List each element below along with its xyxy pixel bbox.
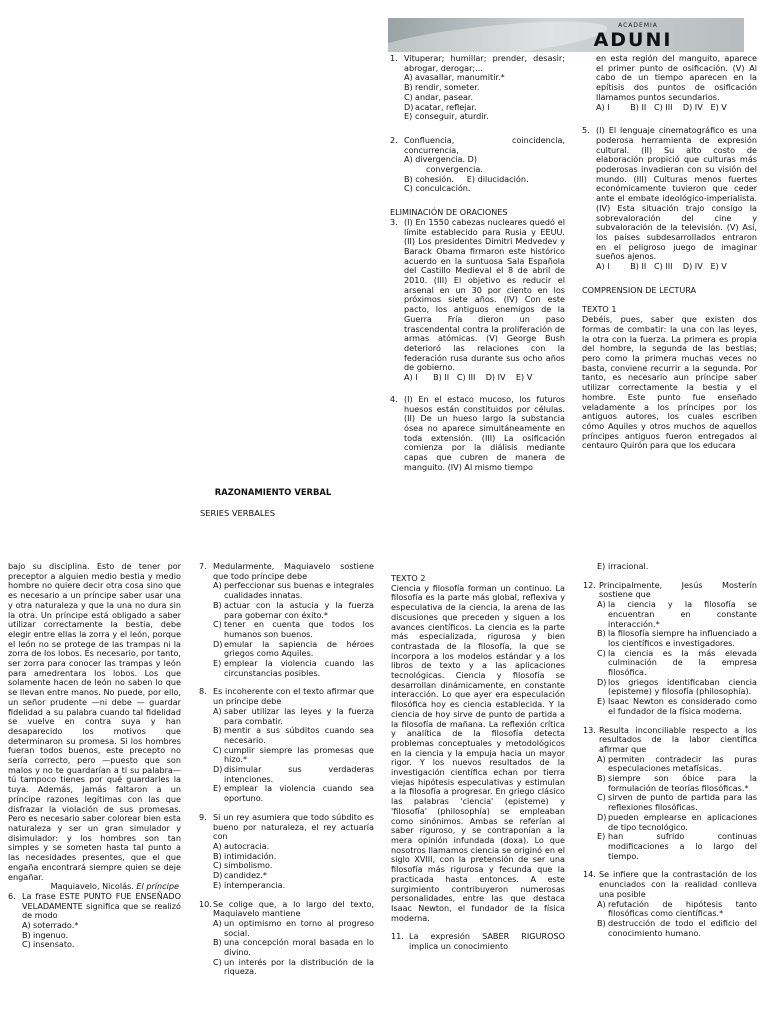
option-line: A) I B) II C) III D) IV E) V	[404, 372, 533, 383]
question-stem: (I) En 1550 cabezas nucleares quedó el límite establecido para Rusia y EEUU. (II) Los presidentes Dimitri Medvedev y Barack Obama firmaron este histórico acuerdo en la suntuosa Sala Española del Castillo Medieval el 8 de abril de 2010. (III) El objetivo es reducir el arsenal en un 30 por ciento en los próximos siete años. (IV) Con este pacto, los antiguos enemigos de la Guerra Fría dieron un paso trascendental contra la proliferación de armas atómicas. (V) George Bush deterioró las relaciones con la federación rusa durante sus ocho años de gobierno.	[404, 216, 565, 373]
option-letter: E)	[597, 831, 606, 842]
question-3	[390, 218, 565, 383]
question-5	[582, 126, 757, 272]
question-stem: Se colige que, a lo largo del texto, Maquiavelo mantiene	[213, 898, 374, 919]
option-text: intemperancia.	[224, 879, 286, 890]
citation-author: Maquiavelo, Nicolás.	[50, 881, 137, 892]
option-text: conseguir, aturdir.	[415, 111, 489, 122]
option-text: acatar, reflejar.	[415, 101, 477, 112]
option-text: andar, pasear.	[415, 91, 474, 102]
question-number: 11.	[391, 931, 404, 942]
option-letter: C)	[213, 956, 222, 967]
option-letter: C)	[404, 91, 413, 102]
text-1-label: TEXTO 1	[582, 304, 617, 315]
option-text: la filosofía siempre ha influenciado a los científicos e investigadores.	[608, 628, 757, 648]
question-11	[391, 932, 565, 951]
option-text: avasallar, manumitir.*	[415, 72, 505, 83]
header-banner	[388, 18, 744, 52]
option-text: permiten contradecir las puras especulaciones metafísicas.	[608, 753, 757, 774]
option-letter: D)	[597, 676, 607, 687]
question-number: 12.	[583, 579, 596, 590]
question-number: 3.	[390, 216, 398, 227]
question-4-continuation: en esta región del manguito, aparece el primer punto de osificación. (V) Al cabo de un tiempo aparecen en la epítisis dos puntos de osificación llamamos puntos secundarios.	[596, 53, 757, 102]
option-text: una concepción moral basada en lo divino.	[224, 937, 374, 958]
option-line: A) I B) II C) III D) IV E) V	[596, 101, 727, 112]
question-stem: Principalmente, Jesús Mosterín sostiene que	[599, 579, 757, 600]
column-top-right	[582, 54, 757, 451]
option-letter: B)	[597, 917, 606, 928]
question-stem: Confluencia, coincidencia, concurrencia,	[404, 134, 565, 155]
section-heading-elimination: ELIMINACIÓN DE ORACIONES	[390, 207, 508, 218]
option-text: siempre son óbice para la formulación de teorías filosóficas.*	[608, 773, 757, 793]
column-bottom-1	[8, 562, 181, 950]
question-number: 7.	[199, 561, 207, 571]
option-line: B) cohesión. E) dilucidación.	[404, 173, 529, 184]
option-text: simbolismo.	[224, 860, 273, 871]
option-letter: B)	[597, 773, 606, 784]
question-number: 2.	[390, 134, 398, 145]
option-letter: A)	[213, 917, 222, 928]
text-2-label: TEXTO 2	[391, 573, 426, 583]
option-letter: C)	[597, 792, 606, 803]
question-stem: Vituperar; humillar; prender, desasir; abrogar, derogar;...	[404, 53, 565, 73]
option-text: pueden emplearse en aplicaciones de tipo tecnológico.	[608, 811, 757, 832]
text-1-continuation: bajo su disciplina. Esto de tener por preceptor a alguien medio bestia y medio hombre no quiere decir otra cosa sino que es necesario a un príncipe saber usar una y otra naturaleza y que la una no dura sin la otra. Un príncipe está obligado a saber utilizar correctamente la bestia, debe elegir entre ellas la zorra y el león, porque el león no se protege de las trampas ni la zorra de los lobos. Es necesario, por tanto, ser zorra para conocer las trampas y león para amedrentara los lobos. Los que solamente hacen de león no saben lo que se llevan entre manos. No puede, por ello, un señor prudente —ni debe — guardar fidelidad a su palabra cuando tal fidelidad se vuelve en contra suya y han desaparecido los motivos que determinaron su promesa. Si los hombres fueran todos buenos, este precepto no sería correcto, pero —puesto que son malos y no te guardarían a ti su palabra— tú tampoco tienes por qué guardarles la tuya. Además, jamás faltaron a un príncipe razones legítimas con las que disfrazar la violación de sus promesas. Pero es necesario saber colorear bien esta naturaleza y ser un gran simulador y disimulador: y los hombres son tan simples y se someten hasta tal punto a las necesidades presentes, que el que engaña encontrará siempre quien se deje engañar.	[8, 561, 181, 882]
question-6	[8, 892, 181, 950]
option-letter: A)	[213, 580, 222, 591]
option-letter: C)	[213, 619, 222, 630]
option-letter: E)	[213, 658, 222, 669]
option-letter: A)	[597, 753, 606, 764]
option-letter: A)	[404, 72, 413, 83]
question-10	[199, 900, 374, 978]
question-stem: Resulta inconciliable respecto a los resultados de la labor científica afirmar que	[599, 724, 757, 754]
option-text: insensato.	[33, 939, 75, 950]
option-letter: D)	[213, 764, 223, 775]
option-letter: E)	[597, 561, 606, 571]
question-12	[583, 581, 757, 717]
option-text: cumplir siempre las promesas que hizo.*	[224, 744, 374, 765]
option-text: Isaac Newton es considerado como el fundador de la física moderna.	[608, 696, 757, 716]
option-letter: E)	[213, 783, 222, 794]
question-14	[583, 870, 757, 938]
option-text: emular la sapiencia de héroes griegos como Aquiles.	[224, 638, 374, 659]
option-text: rendir, someter.	[415, 82, 480, 93]
option-letter: B)	[213, 599, 222, 610]
option-text: destrucción de todo el edificio del conocimiento humano.	[608, 917, 757, 938]
option-line: C) conculcación.	[404, 183, 471, 194]
option-letter: D)	[597, 811, 607, 822]
option-text: la ciencia y la filosofía se encuentran en constante interacción.*	[608, 599, 757, 629]
question-stem: La frase ESTE PUNTO FUE ENSEÑADO VELADAMENTE significa que se realizó de modo	[22, 890, 181, 921]
question-number: 5.	[582, 125, 590, 136]
option-text: perfeccionar sus buenas e integrales cualidades innatas.	[224, 580, 374, 601]
option-letter: B)	[404, 82, 413, 93]
column-bottom-3	[391, 574, 565, 952]
question-1	[390, 54, 565, 122]
option-text: actuar con la astucia y la fuerza para gobernar con éxito.*	[224, 599, 374, 620]
option-letter: B)	[597, 628, 606, 639]
page-title: RAZONAMIENTO VERBAL	[214, 487, 332, 497]
column-top-middle	[390, 54, 565, 472]
question-number: 14.	[583, 869, 596, 880]
text-1-body: Debéis, pues, saber que existen dos formas de combatir: la una con las leyes, la otra con la fuerza. La primera es propia del hombre, la segunda de las bestias; pero como la primera muchas veces no basta, conviene recurrir a la segunda. Por tanto, es necesario aun príncipe saber utilizar correctamente la bestia y el hombre. Este punto fue enseñado veladamente a los príncipes por los antiguos autores, los cuales escriben cómo Aquiles y otros muchos de aquellos príncipes antiguos fueron entregados al centauro Quirón para que los educara	[582, 314, 757, 451]
option-text: un optimismo en torno al progreso social.	[224, 917, 374, 938]
text-2-body: Ciencia y filosofía forman un continuo. La filosofía es la parte más global, reflexiva y especulativa de la ciencia, la arena de las discusiones que preceden y siguen a los avances científicos. La ciencia es la parte más especializada, rigurosa y bien contrastada de la filosofía, la que se incorpora a los modelos estándar y a los libros de texto y a las aplicaciones tecnológicas. Ciencia y filosofía se desarrollan dinámicamente, en constante interacción. Lo que ayer era especulación filosófica hoy es ciencia establecida. Y la ciencia de hoy sirve de punto de partida a la filosofía de mañana. La reflexión crítica y analítica de la filosofía detecta problemas conceptuales y metodológicos en la ciencia y la empuja hacia un mayor rigor. Y los nuevos resultados de la investigación científica echan por tierra viejas hipótesis especulativas y estimulan a la filosofía a progresar. En griego clásico las palabras 'ciencia' (episteme) y 'filosofía' (philosophía) se empleaban como sinónimos. Ambas se referían al saber riguroso, y se contraponían a la mera opinión infundada (doxa). Lo que nosotros llamamos ciencia se originó en el siglo XVIII, con la pretensión de ser una filosofía más rigurosa y fecunda que la practicada hasta entonces. A este surgimiento contribuyeron numerosas personalidades, entre las que destaca Isaac Newton, el fundador de la física moderna.	[391, 582, 565, 923]
section-heading-comprehension: COMPRENSION DE LECTURA	[582, 284, 697, 295]
option-letter: C)	[213, 744, 222, 755]
option-letter: D)	[213, 870, 223, 881]
option-text: los griegos identificaban ciencia (episteme) y filosofía (philosophía).	[608, 676, 757, 697]
option-text: soterrado.*	[33, 920, 79, 931]
option-letter: E)	[213, 879, 222, 890]
banner-academy-label: ACADEMIA	[618, 22, 658, 29]
question-stem: Si un rey asumiera que todo súbdito es bueno por naturaleza, el rey actuaría con	[213, 811, 374, 842]
option-text: autocracia.	[224, 840, 270, 851]
option-line: A) divergencia. D)	[404, 154, 478, 165]
option-text: emplear la violencia cuando sea oportuno.	[224, 783, 374, 804]
question-2	[390, 136, 565, 194]
question-number: 8.	[199, 686, 207, 697]
question-13	[583, 726, 757, 862]
question-7	[199, 562, 374, 678]
option-line: convergencia.	[426, 164, 483, 175]
option-text: mentir a sus súbditos cuando sea necesario.	[224, 725, 374, 745]
section-heading-series: SERIES VERBALES	[200, 508, 276, 518]
option-text: saber utilizar las leyes y la fuerza para combatir.	[224, 705, 374, 726]
question-number: 10.	[199, 898, 212, 909]
question-stem: Medularmente, Maquiavelo sostiene que todo príncipe debe	[213, 561, 374, 581]
option-text: sirven de punto de partida para las reflexiones filosóficas.	[608, 792, 757, 813]
option-letter: C)	[597, 647, 606, 658]
option-text: irracional.	[608, 561, 649, 571]
question-number: 6.	[8, 890, 16, 901]
option-text: la ciencia es la más elevada culminación de la empresa filosófica.	[608, 647, 757, 678]
option-letter: D)	[213, 638, 223, 649]
column-bottom-4	[583, 562, 757, 938]
option-letter: A)	[213, 840, 222, 851]
option-text: han sufrido continuas modificaciones a lo largo del tiempo.	[608, 831, 757, 861]
question-4	[390, 395, 565, 473]
option-text: disimular sus verdaderas intenciones.	[224, 764, 374, 784]
column-bottom-2	[199, 562, 374, 977]
question-stem: Se infiere que la contrastación de los enunciados con la realidad conlleva una posible	[599, 869, 757, 899]
option-letter: C)	[22, 939, 31, 950]
question-9	[199, 813, 374, 891]
question-number: 1.	[390, 53, 398, 63]
option-letter: E)	[404, 111, 413, 122]
option-letter: A)	[22, 920, 31, 931]
question-number: 13.	[583, 724, 596, 735]
question-stem: (I) En el estaco mucoso, los futuros huesos están constituidos por células. (II) De un hueso largo la substancia ósea no aparece simultáneamente en toda extensión. (III) La osificación comienza por la diálisis mediante capas que cubren de manera de manguito. (IV) Al mismo tiempo	[404, 393, 565, 472]
option-text: emplear la violencia cuando las circunstancias posibles.	[224, 658, 374, 678]
question-stem: La expresión SABER RIGUROSO implica un conocimiento	[409, 931, 565, 952]
option-letter: A)	[597, 898, 606, 909]
option-letter: B)	[213, 937, 222, 948]
question-8	[199, 687, 374, 803]
question-stem: (I) El lenguaje cinematográfico es una poderosa herramienta de expresión cultural. (II) Su alto costo de elaboración propició que culturas más poderosas invadieran con su visión del mundo. (III) Culturas menos fuertes económicamente tuvieron que ceder ante el embate ideológico-imperialista. (IV) Esta situación trajo consigo la sobrevaloración del cine y subvaloración de la televisión. (V) Así, los países subdesarrollados entraron en el peligroso juego de imaginar sueños ajenos.	[596, 125, 757, 262]
option-letter: A)	[213, 705, 222, 716]
option-text: ingenuo.	[33, 929, 69, 940]
option-letter: C)	[213, 860, 222, 871]
option-letter: B)	[213, 850, 222, 861]
option-letter: B)	[213, 725, 222, 736]
question-number: 4.	[390, 393, 398, 404]
option-text: intimidación.	[224, 850, 277, 861]
option-letter: D)	[404, 101, 414, 112]
option-letter: B)	[22, 929, 31, 940]
citation-work: El príncipe	[136, 881, 179, 892]
option-line: A) I B) II C) III D) IV E) V	[596, 261, 727, 272]
option-text: un interés por la distribución de la riqueza.	[224, 956, 374, 977]
question-number: 9.	[199, 811, 207, 822]
option-letter: E)	[597, 696, 606, 707]
banner-brand-logo: ADUNI	[593, 29, 673, 51]
option-letter: A)	[597, 599, 606, 610]
option-text: tener en cuenta que todos los humanos son buenos.	[224, 619, 374, 639]
option-text: refutación de hipótesis tanto filosóficas como científicas.*	[608, 898, 757, 919]
option-text: candidez.*	[224, 870, 267, 881]
question-stem: Es incoherente con el texto afirmar que un príncipe debe	[213, 686, 374, 707]
